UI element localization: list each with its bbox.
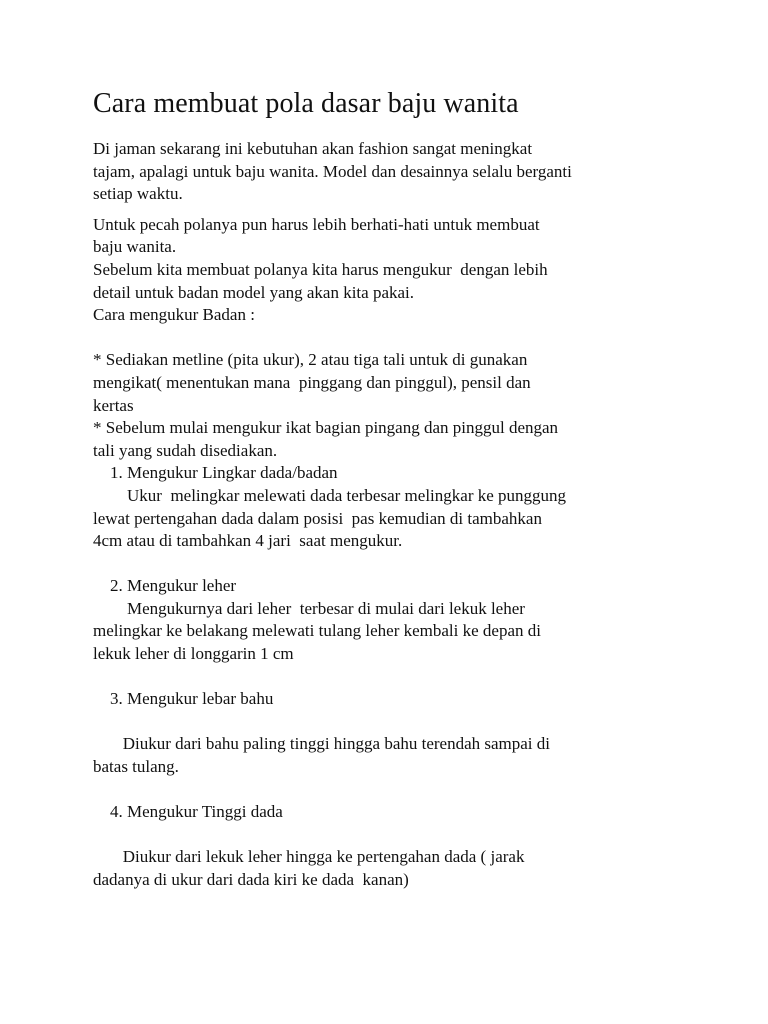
body-paragraph [93,214,723,327]
text-line: lewat pertengahan dada dalam posisi pas kemudian di tambahkan [93,508,542,528]
text-line: dadanya di ukur dari dada kiri ke dada kanan) [93,870,409,889]
text-line: Ukur melingkar melewati dada terbesar melingkar ke punggung [93,485,567,505]
spacer [93,711,723,734]
document-page [93,84,723,892]
text-line: melingkar ke belakang melewati tulang leher kembali ke depan di [93,621,541,641]
text-line: Di jaman sekarang ini kebutuhan akan fashion sangat meningkat [93,139,533,158]
step-heading: 3. Mengukur lebar bahu [93,689,274,709]
spacer [93,666,723,689]
spacer [93,124,723,138]
preparation-list [93,349,723,462]
text-line: tajam, apalagi untuk baju wanita. Model dan desainnya selalu berganti [93,161,572,181]
text-line: baju wanita. [93,237,177,257]
step-3 [93,688,723,778]
text-line: kertas [93,395,134,415]
spacer [93,327,723,350]
text-line: 4cm atau di tambahkan 4 jari saat mengukur. [93,531,403,551]
spacer [93,824,723,847]
text-line: Cara mengukur Badan : [93,305,255,325]
text-line: Sebelum kita membuat polanya kita harus mengukur dengan lebih [93,259,548,279]
text-line: Untuk pecah polanya pun harus lebih berhati-hati untuk membuat [93,214,540,234]
step-heading: 4. Mengukur Tinggi dada [93,802,283,822]
text-line: Diukur dari bahu paling tinggi hingga bahu terendah sampai di [93,734,551,754]
step-1 [93,462,723,552]
text-line: Diukur dari lekuk leher hingga ke pertengahan dada ( jarak [93,847,525,867]
text-line: * Sediakan metline (pita ukur), 2 atau tiga tali untuk di gunakan [93,350,528,370]
step-heading: 1. Mengukur Lingkar dada/badan [93,463,338,483]
spacer [93,206,723,214]
text-line: tali yang sudah disediakan. [93,440,278,460]
step-4 [93,801,723,891]
text-line: detail untuk badan model yang akan kita pakai. [93,282,415,302]
text-line: batas tulang. [93,757,179,777]
text-line: lekuk leher di longgarin 1 cm [93,644,294,664]
step-2 [93,575,723,665]
spacer [93,779,723,802]
spacer [93,553,723,576]
text-line: Mengukurnya dari leher terbesar di mulai dari lekuk leher [93,598,525,618]
intro-paragraph [93,138,723,206]
text-line: * Sebelum mulai mengukur ikat bagian pingang dan pinggul dengan [93,418,559,438]
document-title: Cara membuat pola dasar baju wanita [93,88,519,119]
text-line: mengikat( menentukan mana pinggang dan pinggul), pensil dan [93,372,531,392]
step-heading: 2. Mengukur leher [93,576,237,596]
text-line: setiap waktu. [93,184,183,204]
